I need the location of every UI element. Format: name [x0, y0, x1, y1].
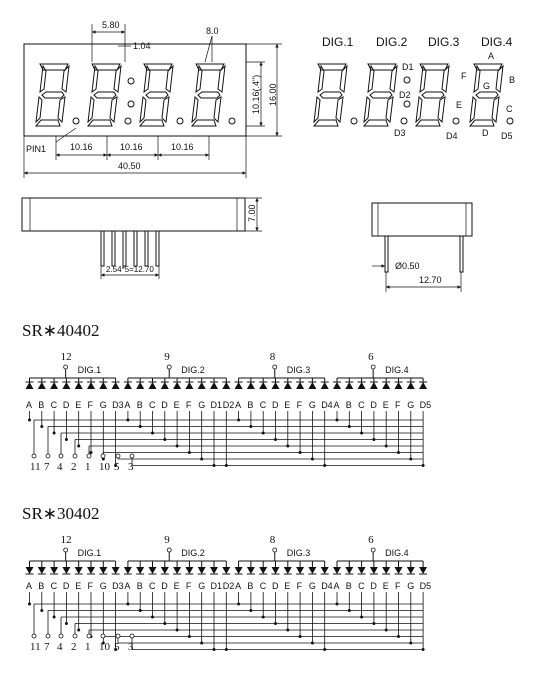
segment-pin-label: 1 — [85, 461, 91, 473]
led-diode — [210, 567, 218, 574]
led-diode — [124, 382, 132, 389]
circuit-sr30402 — [22, 504, 431, 653]
map-seg-d: D — [482, 128, 489, 138]
segment-pin-terminal — [73, 454, 77, 458]
led-diode — [173, 567, 181, 574]
dim-height: 16.00 — [268, 83, 278, 106]
led-diode — [395, 567, 403, 574]
led-diode — [62, 567, 70, 574]
segment-pin-label: 10 — [99, 641, 110, 653]
common-pin-label: 12 — [60, 351, 72, 363]
led-diode — [333, 567, 341, 574]
segment-letter: C — [358, 581, 365, 591]
dim-width: 40.50 — [118, 161, 141, 171]
led-diode — [124, 567, 132, 574]
segment-pin-terminal — [101, 634, 105, 638]
digit-label: DIG.4 — [385, 548, 409, 558]
led-diode — [50, 382, 58, 389]
segment-letter: B — [38, 581, 45, 591]
led-diode — [272, 382, 280, 389]
segment-pin-label: 3 — [128, 641, 134, 653]
segment-letter: A — [124, 581, 131, 591]
front-digits — [36, 64, 235, 126]
map-seg-f: F — [461, 71, 467, 81]
circuit-sr40402 — [22, 321, 431, 473]
led-diode — [284, 382, 292, 389]
segment-letter: D — [62, 400, 70, 410]
segment-pin-terminal — [32, 454, 36, 458]
led-diode — [247, 382, 255, 389]
segment-letter: G — [407, 400, 415, 410]
segment-letter: C — [149, 581, 156, 591]
led-diode — [370, 567, 378, 574]
segment-pin-terminal — [73, 634, 77, 638]
dim-pitch-1: 10.16 — [70, 142, 93, 152]
segment-letter: D — [370, 400, 377, 410]
led-diode — [75, 567, 83, 574]
led-diode — [161, 382, 169, 389]
dim-digit-height: 10.16(.4") — [251, 74, 261, 114]
led-diode — [99, 382, 107, 389]
segment-pin-label: 5 — [114, 461, 120, 473]
led-diode — [321, 567, 329, 574]
segment-letter: C — [358, 400, 365, 410]
map-dig4-label: DIG.4 — [481, 35, 513, 49]
segment-letter: B — [247, 400, 254, 410]
segment-letter: G — [198, 400, 206, 410]
digit-label: DIG.1 — [77, 365, 102, 375]
segment-pin-terminal — [32, 634, 36, 638]
segment-pin-label: 11 — [30, 461, 41, 473]
map-d2: D2 — [399, 90, 411, 100]
common-pin-terminal — [371, 365, 375, 369]
led-diode — [222, 382, 230, 389]
led-diode — [296, 382, 304, 389]
segment-letter: E — [382, 581, 389, 591]
led-diode — [358, 382, 366, 389]
circuit-title: SR∗40402 — [22, 321, 100, 340]
segment-letter: C — [50, 400, 58, 410]
led-diode — [149, 382, 157, 389]
map-d4: D4 — [446, 131, 458, 141]
map-d5: D5 — [501, 131, 513, 141]
led-diode — [407, 382, 415, 389]
segment-letter: C — [149, 400, 156, 410]
dim-pin-dia: Ø0.50 — [395, 261, 420, 271]
segment-pin-terminal — [46, 634, 50, 638]
digit-label: DIG.1 — [77, 548, 102, 558]
segment-letter: E — [75, 400, 82, 410]
circuit-title: SR∗30402 — [22, 504, 100, 523]
map-dig1-label: DIG.1 — [322, 35, 354, 49]
led-diode — [99, 567, 107, 574]
segment-letter: B — [345, 581, 352, 591]
led-diode — [149, 567, 157, 574]
segment-letter: A — [26, 400, 33, 410]
side-view — [22, 198, 262, 279]
digit-label: DIG.2 — [181, 365, 205, 375]
led-diode — [26, 382, 34, 389]
segment-letter: E — [284, 400, 291, 410]
led-diode — [247, 567, 255, 574]
segment-letter: D5 — [419, 400, 432, 410]
common-pin-terminal — [64, 365, 68, 369]
segment-pin-label: 7 — [44, 641, 50, 653]
segment-pin-terminal — [59, 454, 63, 458]
segment-letter: D1 — [210, 581, 223, 591]
led-diode — [296, 567, 304, 574]
led-diode — [235, 567, 243, 574]
segment-letter: F — [296, 400, 303, 410]
map-seg-c: C — [506, 104, 513, 114]
segment-letter: B — [247, 581, 254, 591]
segment-letter: D — [62, 581, 70, 591]
segment-letter: B — [38, 400, 45, 410]
led-diode — [87, 567, 95, 574]
dim-pitch-2: 10.16 — [120, 142, 143, 152]
common-pin-terminal — [273, 365, 277, 369]
led-diode — [161, 567, 169, 574]
led-diode — [259, 382, 267, 389]
segment-letter: D3 — [112, 581, 124, 591]
dim-seg-thick: 1.04 — [133, 41, 151, 51]
front-view — [24, 20, 282, 178]
segment-pin-label: 11 — [30, 641, 41, 653]
segment-pin-label: 4 — [57, 461, 63, 473]
segment-letter: G — [99, 581, 107, 591]
common-pin-label: 8 — [269, 351, 276, 363]
segment-letter: A — [333, 400, 340, 410]
segment-letter: B — [136, 400, 143, 410]
segment-letter: F — [395, 400, 401, 410]
map-dig3-label: DIG.3 — [428, 35, 460, 49]
map-seg-e: E — [456, 100, 463, 110]
led-diode — [185, 567, 193, 574]
led-diode — [321, 382, 329, 389]
dim-body-height: 7.00 — [247, 204, 257, 222]
led-diode — [284, 567, 292, 574]
led-diode — [259, 567, 267, 574]
segment-pin-terminal — [87, 634, 91, 638]
segment-letter: F — [185, 581, 192, 591]
map-dig2-label: DIG.2 — [376, 35, 408, 49]
led-diode — [382, 567, 390, 574]
segment-letter: D — [272, 400, 279, 410]
segment-pin-terminal — [116, 634, 120, 638]
segment-letter: G — [407, 581, 415, 591]
led-diode — [308, 567, 316, 574]
led-diode — [407, 567, 415, 574]
segment-letter: D1 — [210, 400, 223, 410]
map-seg-g: G — [483, 81, 491, 91]
segment-pin-terminal — [130, 634, 134, 638]
led-diode — [358, 567, 366, 574]
led-diode — [272, 567, 280, 574]
led-diode — [87, 382, 95, 389]
common-pin-label: 6 — [368, 351, 374, 363]
digit-label: DIG.4 — [385, 365, 409, 375]
segment-pin-label: 10 — [99, 461, 110, 473]
segment-letter: F — [87, 581, 93, 591]
common-pin-label: 9 — [164, 351, 170, 363]
segment-letter: D4 — [321, 581, 333, 591]
segment-pin-label: 2 — [71, 641, 77, 653]
dim-pitch-3: 10.16 — [171, 142, 194, 152]
led-diode — [235, 382, 243, 389]
segment-letter: F — [395, 581, 401, 591]
segment-letter: E — [173, 400, 180, 410]
segment-letter: D2 — [222, 400, 235, 410]
common-pin-terminal — [167, 548, 171, 552]
led-diode — [185, 382, 193, 389]
segment-letter: D5 — [419, 581, 432, 591]
segment-pin-terminal — [101, 454, 105, 458]
segment-pin-terminal — [46, 454, 50, 458]
map-d3: D3 — [394, 128, 406, 138]
segment-pin-label: 3 — [128, 461, 134, 473]
led-diode — [112, 382, 120, 389]
led-diode — [198, 567, 206, 574]
led-diode — [136, 567, 144, 574]
dim-pin-span: 12.70 — [419, 275, 442, 285]
led-diode — [50, 567, 58, 574]
segment-letter: A — [333, 581, 340, 591]
led-diode — [370, 382, 378, 389]
dim-slant: 8.0 — [206, 26, 219, 36]
segment-letter: D3 — [112, 400, 124, 410]
segment-letter: A — [124, 400, 131, 410]
led-diode — [173, 382, 181, 389]
segment-letter: F — [185, 400, 192, 410]
led-diode — [75, 382, 83, 389]
common-pin-terminal — [273, 548, 277, 552]
led-diode — [382, 382, 390, 389]
led-diode — [198, 382, 206, 389]
segment-letter: E — [75, 581, 82, 591]
segment-letter: C — [259, 400, 267, 410]
display-body — [24, 44, 246, 136]
segment-letter: E — [382, 400, 389, 410]
segment-letter: C — [259, 581, 267, 591]
segment-pin-terminal — [87, 454, 91, 458]
segment-pin-label: 7 — [44, 461, 50, 473]
map-d1: D1 — [402, 62, 414, 72]
led-diode — [395, 382, 403, 389]
segment-letter: A — [26, 581, 33, 591]
segment-letter: A — [235, 581, 242, 591]
segment-pin-terminal — [116, 454, 120, 458]
map-seg-a: A — [488, 51, 495, 61]
segment-letter: D — [370, 581, 377, 591]
segment-letter: D4 — [321, 400, 333, 410]
segment-letter: E — [284, 581, 291, 591]
led-diode — [308, 382, 316, 389]
segment-pin-terminal — [59, 634, 63, 638]
digit-label: DIG.3 — [286, 548, 311, 558]
segment-letter: D — [272, 581, 279, 591]
segment-letter: D — [161, 581, 168, 591]
segment-letter: G — [198, 581, 206, 591]
segment-letter: D2 — [222, 581, 235, 591]
common-pin-label: 9 — [164, 534, 170, 546]
common-pin-label: 6 — [368, 534, 374, 546]
led-diode — [38, 567, 46, 574]
led-diode — [210, 382, 218, 389]
segment-letter: B — [136, 581, 143, 591]
dim-pin-pitch: 2.54*5=12.70 — [106, 265, 154, 274]
segment-letter: C — [50, 581, 58, 591]
segment-letter: B — [345, 400, 352, 410]
led-diode — [419, 382, 427, 389]
common-pin-terminal — [371, 548, 375, 552]
common-pin-terminal — [167, 365, 171, 369]
segment-pin-terminal — [130, 454, 134, 458]
segment-letter: D — [161, 400, 168, 410]
segment-pin-label: 4 — [57, 641, 63, 653]
led-diode — [222, 567, 230, 574]
segment-letter: F — [296, 581, 303, 591]
led-diode — [62, 382, 70, 389]
pin1-label: PIN1 — [26, 144, 47, 154]
segment-letter: G — [308, 581, 316, 591]
segment-letter: E — [173, 581, 180, 591]
dim-seg-width: 5.80 — [102, 20, 120, 30]
led-diode — [345, 567, 353, 574]
led-diode — [38, 382, 46, 389]
map-seg-b: B — [509, 75, 516, 85]
led-diode — [419, 567, 427, 574]
segment-pin-label: 2 — [71, 461, 77, 473]
led-diode — [333, 382, 341, 389]
segment-map — [314, 35, 515, 141]
led-diode — [112, 567, 120, 574]
segment-pin-label: 1 — [85, 641, 91, 653]
segment-letter: F — [87, 400, 93, 410]
led-diode — [136, 382, 144, 389]
segment-letter: G — [99, 400, 107, 410]
led-diode — [26, 567, 34, 574]
common-pin-label: 12 — [60, 534, 72, 546]
segment-pin-label: 5 — [114, 641, 120, 653]
common-pin-label: 8 — [269, 534, 276, 546]
digit-label: DIG.3 — [286, 365, 311, 375]
segment-letter: A — [235, 400, 242, 410]
end-view — [372, 203, 472, 292]
led-diode — [345, 382, 353, 389]
digit-label: DIG.2 — [181, 548, 205, 558]
common-pin-terminal — [64, 548, 68, 552]
segment-letter: G — [308, 400, 316, 410]
